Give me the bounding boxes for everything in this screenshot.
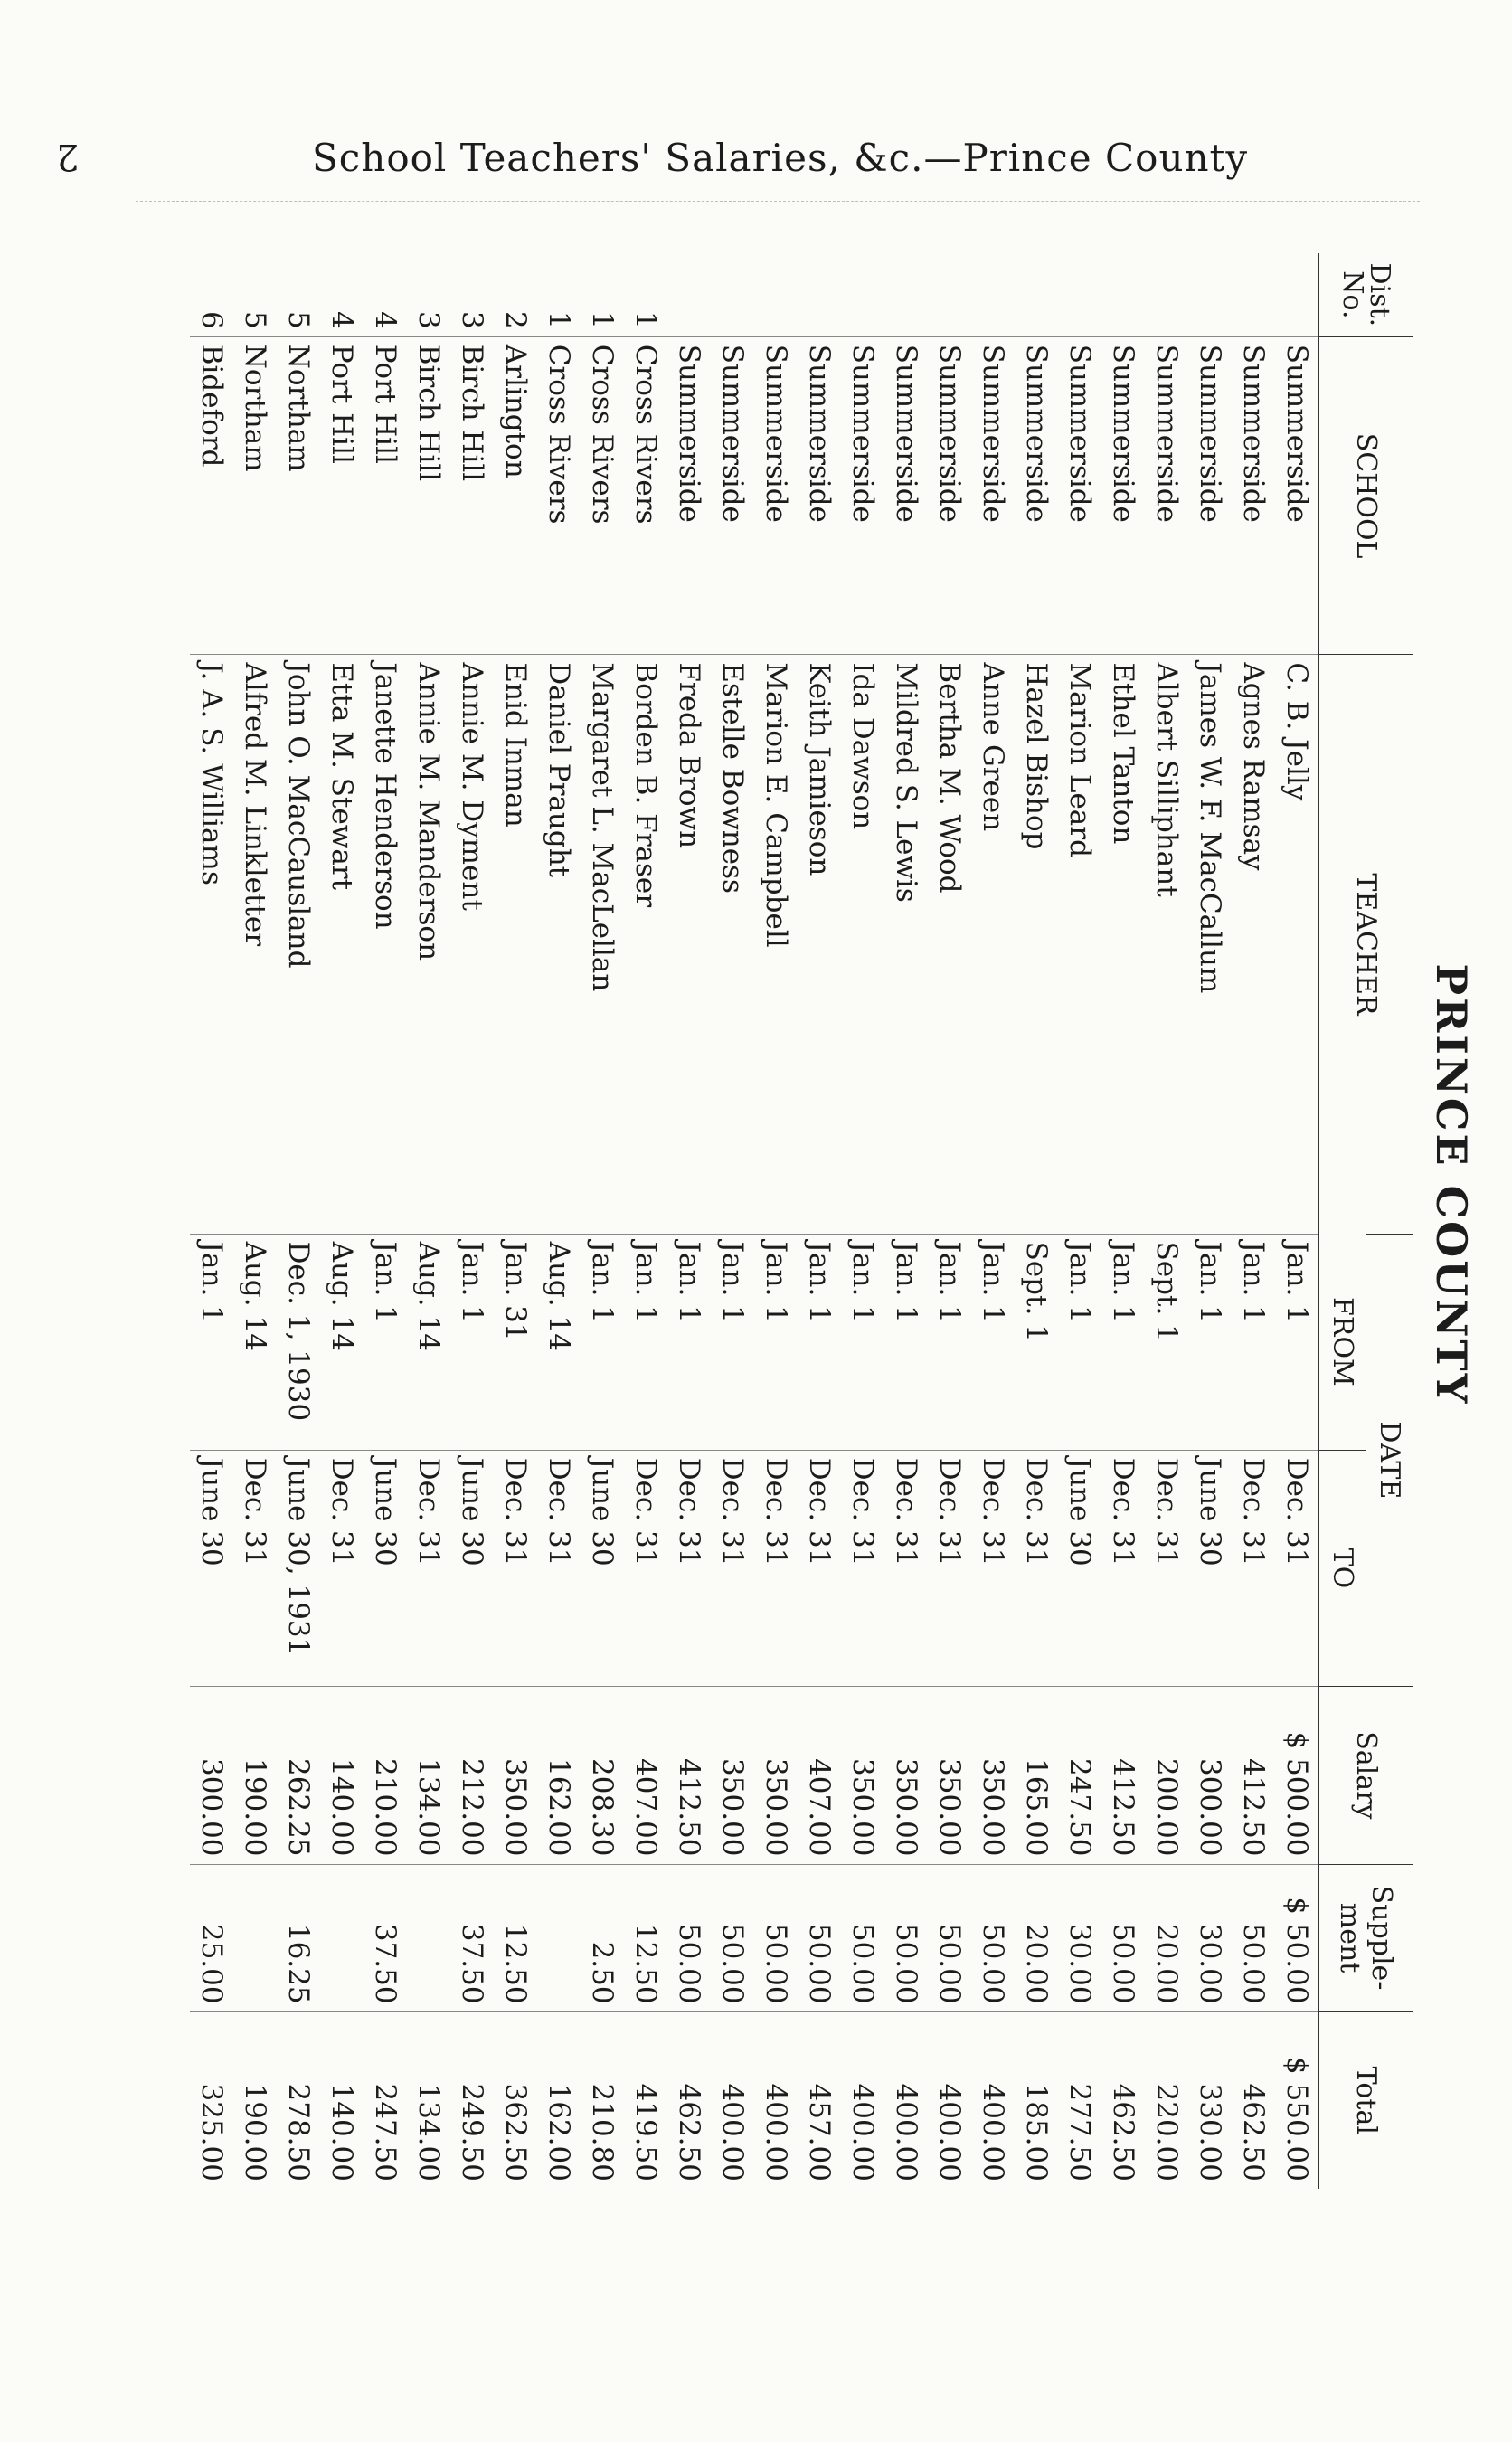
cell-school: Summerside bbox=[1275, 336, 1319, 655]
cell-supplement: 50.00 bbox=[667, 1864, 711, 2011]
cell-teacher: Estelle Bowness bbox=[711, 655, 754, 1234]
cell-salary: 300.00 bbox=[1188, 1687, 1232, 1864]
cell-date-from: Sept. 1 bbox=[1015, 1234, 1058, 1450]
cell-school: Summerside bbox=[1145, 336, 1188, 655]
table-row bbox=[841, 253, 884, 2189]
cell-dist-no bbox=[1101, 253, 1145, 336]
cell-teacher: Ethel Tanton bbox=[1101, 655, 1145, 1234]
cell-date-to: Dec. 31 bbox=[1101, 1450, 1145, 1686]
cell-total: 400.00 bbox=[971, 2011, 1015, 2189]
cell-teacher: C. B. Jelly bbox=[1275, 655, 1319, 1234]
cell-date-to: Dec. 31 bbox=[624, 1450, 667, 1686]
table-row bbox=[884, 253, 928, 2189]
table-row bbox=[754, 253, 798, 2189]
cell-total: 220.00 bbox=[1145, 2011, 1188, 2189]
cell-dist-no bbox=[841, 253, 884, 336]
cell-date-from: Jan. 1 bbox=[364, 1234, 407, 1450]
cell-date-from: Jan. 31 bbox=[494, 1234, 537, 1450]
cell-date-from: Jan. 1 bbox=[1101, 1234, 1145, 1450]
cell-supplement bbox=[407, 1864, 450, 2011]
header-supplement: Supple-ment bbox=[1319, 1864, 1413, 2011]
cell-teacher: Alfred M. Linkletter bbox=[233, 655, 277, 1234]
table-row bbox=[667, 253, 711, 2189]
table-row bbox=[1015, 253, 1058, 2189]
cell-teacher: Daniel Praught bbox=[537, 655, 581, 1234]
cell-teacher: James W. F. MacCallum bbox=[1188, 655, 1232, 1234]
table-row bbox=[928, 253, 971, 2189]
cell-salary: 165.00 bbox=[1015, 1687, 1058, 1864]
cell-supplement: 37.50 bbox=[364, 1864, 407, 2011]
cell-teacher: Anne Green bbox=[971, 655, 1015, 1234]
cell-school: Summerside bbox=[1015, 336, 1058, 655]
cell-dist-no: 5 bbox=[239, 311, 271, 329]
table-row bbox=[190, 253, 233, 2189]
cell-total: 400.00 bbox=[841, 2011, 884, 2189]
cell-dist-no bbox=[884, 253, 928, 336]
cell-salary: 412.50 bbox=[667, 1687, 711, 1864]
cell-date-to: Dec. 31 bbox=[320, 1450, 364, 1686]
salaries-table bbox=[190, 253, 1413, 2189]
cell-date-from: Jan. 1 bbox=[1188, 1234, 1232, 1450]
cell-teacher: Ida Dawson bbox=[841, 655, 884, 1234]
cell-supplement: 50.00 bbox=[754, 1864, 798, 2011]
table-row bbox=[364, 253, 407, 2189]
cell-school: Birch Hill bbox=[450, 336, 494, 655]
cell-supplement bbox=[233, 1864, 277, 2011]
cell-total: 162.00 bbox=[537, 2011, 581, 2189]
cell-supplement: 12.50 bbox=[624, 1864, 667, 2011]
cell-school: Summerside bbox=[1188, 336, 1232, 655]
running-head-rule bbox=[136, 201, 1420, 202]
cell-date-to: Dec. 31 bbox=[233, 1450, 277, 1686]
cell-supplement: 50.00 bbox=[798, 1864, 841, 2011]
cell-total: 462.50 bbox=[1101, 2011, 1145, 2189]
cell-supplement: 16.25 bbox=[277, 1864, 320, 2011]
cell-supplement: 20.00 bbox=[1015, 1864, 1058, 2011]
table-row bbox=[320, 253, 364, 2189]
cell-supplement: 50.00 bbox=[928, 1864, 971, 2011]
cell-supplement: 50.00 bbox=[971, 1864, 1015, 2011]
cell-date-to: June 30 bbox=[364, 1450, 407, 1686]
cell-school: Summerside bbox=[928, 336, 971, 655]
table-row bbox=[624, 253, 667, 2189]
cell-salary: 200.00 bbox=[1145, 1687, 1188, 1864]
cell-total: 362.50 bbox=[494, 2011, 537, 2189]
cell-teacher: Freda Brown bbox=[667, 655, 711, 1234]
cell-date-from: Jan. 1 bbox=[450, 1234, 494, 1450]
cell-date-to: June 30 bbox=[1058, 1450, 1101, 1686]
cell-school: Port Hill bbox=[320, 336, 364, 655]
table-row bbox=[1232, 253, 1275, 2189]
cell-dist-no: 1 bbox=[586, 311, 619, 329]
cell-school: Port Hill bbox=[364, 336, 407, 655]
cell-school: Bideford bbox=[190, 336, 233, 655]
cell-date-to: Dec. 31 bbox=[754, 1450, 798, 1686]
cell-date-to: Dec. 31 bbox=[407, 1450, 450, 1686]
cell-school: Summerside bbox=[884, 336, 928, 655]
cell-supplement: 30.00 bbox=[1058, 1864, 1101, 2011]
cell-date-to: Dec. 31 bbox=[1275, 1450, 1319, 1686]
cell-dist-no bbox=[1188, 253, 1232, 336]
cell-dist-no: 1 bbox=[543, 311, 575, 329]
cell-teacher: Marion Leard bbox=[1058, 655, 1101, 1234]
cell-teacher: John O. MacCausland bbox=[277, 655, 320, 1234]
cell-supplement: 30.00 bbox=[1188, 1864, 1232, 2011]
cell-total: 278.50 bbox=[277, 2011, 320, 2189]
cell-teacher: Keith Jamieson bbox=[798, 655, 841, 1234]
cell-salary: 350.00 bbox=[754, 1687, 798, 1864]
cell-total: 140.00 bbox=[320, 2011, 364, 2189]
cell-total: 400.00 bbox=[884, 2011, 928, 2189]
cell-dist-no: 6 bbox=[195, 311, 228, 329]
cell-school: Summerside bbox=[1058, 336, 1101, 655]
cell-supplement: 50.00 bbox=[841, 1864, 884, 2011]
cell-dist-no bbox=[928, 253, 971, 336]
cell-salary: 300.00 bbox=[190, 1687, 233, 1864]
cell-supplement: 25.00 bbox=[190, 1864, 233, 2011]
cell-date-from: Jan. 1 bbox=[1275, 1234, 1319, 1450]
cell-date-from: Jan. 1 bbox=[884, 1234, 928, 1450]
cell-total: 325.00 bbox=[190, 2011, 233, 2189]
cell-salary: 162.00 bbox=[537, 1687, 581, 1864]
table-body bbox=[190, 253, 1319, 2189]
cell-date-from: Jan. 1 bbox=[1232, 1234, 1275, 1450]
cell-salary: 208.30 bbox=[581, 1687, 624, 1864]
cell-dist-no: 3 bbox=[456, 311, 488, 329]
cell-school: Summerside bbox=[841, 336, 884, 655]
cell-dist-no bbox=[711, 253, 754, 336]
cell-salary: 350.00 bbox=[841, 1687, 884, 1864]
cell-date-to: Dec. 31 bbox=[667, 1450, 711, 1686]
county-title: PRINCE COUNTY bbox=[1427, 963, 1476, 1406]
cell-date-from: Jan. 1 bbox=[624, 1234, 667, 1450]
cell-date-to: Dec. 31 bbox=[841, 1450, 884, 1686]
cell-school: Summerside bbox=[1101, 336, 1145, 655]
header-dist-no: Dist. No. bbox=[1319, 253, 1413, 336]
cell-school: Summerside bbox=[798, 336, 841, 655]
cell-dist-no: 1 bbox=[629, 311, 662, 329]
cell-date-to: Dec. 31 bbox=[494, 1450, 537, 1686]
cell-date-from: Jan. 1 bbox=[798, 1234, 841, 1450]
cell-supplement: 50.00 bbox=[884, 1864, 928, 2011]
cell-date-from: Jan. 1 bbox=[581, 1234, 624, 1450]
cell-school: Summerside bbox=[711, 336, 754, 655]
cell-school: Summerside bbox=[667, 336, 711, 655]
table-row bbox=[407, 253, 450, 2189]
cell-total: $ 550.00 bbox=[1275, 2011, 1319, 2189]
cell-date-to: Dec. 31 bbox=[537, 1450, 581, 1686]
cell-supplement bbox=[537, 1864, 581, 2011]
cell-salary: 350.00 bbox=[494, 1687, 537, 1864]
table-row bbox=[450, 253, 494, 2189]
header-to: TO bbox=[1319, 1450, 1366, 1686]
cell-date-from: Dec. 1, 1930 bbox=[277, 1234, 320, 1450]
table-row bbox=[798, 253, 841, 2189]
cell-date-from: Jan. 1 bbox=[971, 1234, 1015, 1450]
cell-teacher: Etta M. Stewart bbox=[320, 655, 364, 1234]
cell-teacher: Annie M. Manderson bbox=[407, 655, 450, 1234]
running-head bbox=[0, 136, 1512, 190]
cell-teacher: Bertha M. Wood bbox=[928, 655, 971, 1234]
cell-supplement: 2.50 bbox=[581, 1864, 624, 2011]
cell-dist-no bbox=[754, 253, 798, 336]
cell-date-from: Aug. 14 bbox=[537, 1234, 581, 1450]
cell-dist-no bbox=[667, 253, 711, 336]
cell-date-from: Jan. 1 bbox=[754, 1234, 798, 1450]
cell-salary: 350.00 bbox=[884, 1687, 928, 1864]
cell-date-from: Sept. 1 bbox=[1145, 1234, 1188, 1450]
cell-date-from: Jan. 1 bbox=[667, 1234, 711, 1450]
cell-teacher: Enid Inman bbox=[494, 655, 537, 1234]
cell-date-to: June 30 bbox=[450, 1450, 494, 1686]
cell-date-to: Dec. 31 bbox=[1145, 1450, 1188, 1686]
cell-salary: 350.00 bbox=[928, 1687, 971, 1864]
header-row bbox=[1366, 253, 1413, 2189]
cell-salary: 412.50 bbox=[1232, 1687, 1275, 1864]
cell-school: Summerside bbox=[754, 336, 798, 655]
cell-salary: 247.50 bbox=[1058, 1687, 1101, 1864]
cell-school: Northam bbox=[277, 336, 320, 655]
cell-date-from: Jan. 1 bbox=[190, 1234, 233, 1450]
cell-date-to: June 30 bbox=[581, 1450, 624, 1686]
cell-total: 185.00 bbox=[1015, 2011, 1058, 2189]
cell-teacher: Marion E. Campbell bbox=[754, 655, 798, 1234]
table-row bbox=[537, 253, 581, 2189]
cell-teacher: Agnes Ramsay bbox=[1232, 655, 1275, 1234]
cell-date-from: Jan. 1 bbox=[711, 1234, 754, 1450]
cell-salary: 190.00 bbox=[233, 1687, 277, 1864]
cell-date-to: June 30 bbox=[190, 1450, 233, 1686]
cell-salary: 140.00 bbox=[320, 1687, 364, 1864]
cell-total: 277.50 bbox=[1058, 2011, 1101, 2189]
cell-dist-no: 5 bbox=[282, 311, 315, 329]
table-row bbox=[1145, 253, 1188, 2189]
cell-school: Cross Rivers bbox=[581, 336, 624, 655]
cell-supplement: 20.00 bbox=[1145, 1864, 1188, 2011]
cell-total: 190.00 bbox=[233, 2011, 277, 2189]
cell-date-to: Dec. 31 bbox=[798, 1450, 841, 1686]
cell-salary: 350.00 bbox=[711, 1687, 754, 1864]
cell-school: Summerside bbox=[971, 336, 1015, 655]
cell-date-from: Aug. 14 bbox=[320, 1234, 364, 1450]
cell-teacher: Borden B. Fraser bbox=[624, 655, 667, 1234]
cell-teacher: Margaret L. MacLellan bbox=[581, 655, 624, 1234]
cell-teacher: Hazel Bishop bbox=[1015, 655, 1058, 1234]
cell-dist-no bbox=[798, 253, 841, 336]
cell-date-to: Dec. 31 bbox=[884, 1450, 928, 1686]
page-number: 2 bbox=[56, 136, 80, 177]
cell-date-from: Aug. 14 bbox=[233, 1234, 277, 1450]
cell-date-to: Dec. 31 bbox=[1232, 1450, 1275, 1686]
table-row bbox=[1275, 253, 1319, 2189]
cell-dist-no: 2 bbox=[499, 311, 532, 329]
header-teacher: TEACHER bbox=[1319, 655, 1413, 1234]
cell-date-from: Aug. 14 bbox=[407, 1234, 450, 1450]
cell-dist-no bbox=[1058, 253, 1101, 336]
cell-salary: 350.00 bbox=[971, 1687, 1015, 1864]
cell-salary: $ 500.00 bbox=[1275, 1687, 1319, 1864]
table-row bbox=[971, 253, 1015, 2189]
header-school: SCHOOL bbox=[1319, 336, 1413, 655]
cell-date-to: Dec. 31 bbox=[1015, 1450, 1058, 1686]
cell-total: 400.00 bbox=[928, 2011, 971, 2189]
cell-teacher: Janette Henderson bbox=[364, 655, 407, 1234]
cell-dist-no: 3 bbox=[412, 311, 445, 329]
cell-date-to: June 30 bbox=[1188, 1450, 1232, 1686]
cell-dist-no: 4 bbox=[369, 311, 402, 329]
cell-dist-no: 4 bbox=[326, 311, 358, 329]
cell-date-to: Dec. 31 bbox=[971, 1450, 1015, 1686]
cell-date-from: Jan. 1 bbox=[841, 1234, 884, 1450]
cell-dist-no bbox=[971, 253, 1015, 336]
cell-supplement: $ 50.00 bbox=[1275, 1864, 1319, 2011]
table-row bbox=[1101, 253, 1145, 2189]
cell-salary: 210.00 bbox=[364, 1687, 407, 1864]
header-from: FROM bbox=[1319, 1234, 1366, 1450]
cell-total: 134.00 bbox=[407, 2011, 450, 2189]
cell-supplement: 12.50 bbox=[494, 1864, 537, 2011]
cell-school: Birch Hill bbox=[407, 336, 450, 655]
cell-salary: 212.00 bbox=[450, 1687, 494, 1864]
cell-total: 400.00 bbox=[754, 2011, 798, 2189]
cell-date-from: Jan. 1 bbox=[1058, 1234, 1101, 1450]
cell-total: 400.00 bbox=[711, 2011, 754, 2189]
cell-total: 330.00 bbox=[1188, 2011, 1232, 2189]
table-row bbox=[233, 253, 277, 2189]
cell-date-from: Jan. 1 bbox=[928, 1234, 971, 1450]
cell-salary: 412.50 bbox=[1101, 1687, 1145, 1864]
cell-supplement: 50.00 bbox=[1232, 1864, 1275, 2011]
cell-school: Arlington bbox=[494, 336, 537, 655]
cell-teacher: Albert Silliphant bbox=[1145, 655, 1188, 1234]
table-row bbox=[1058, 253, 1101, 2189]
cell-dist-no bbox=[1015, 253, 1058, 336]
table-row bbox=[711, 253, 754, 2189]
cell-school: Summerside bbox=[1232, 336, 1275, 655]
cell-salary: 407.00 bbox=[624, 1687, 667, 1864]
cell-date-to: June 30, 1931 bbox=[277, 1450, 320, 1686]
table-row bbox=[494, 253, 537, 2189]
cell-date-to: Dec. 31 bbox=[711, 1450, 754, 1686]
cell-supplement: 50.00 bbox=[711, 1864, 754, 2011]
cell-supplement: 37.50 bbox=[450, 1864, 494, 2011]
cell-dist-no bbox=[1145, 253, 1188, 336]
cell-supplement: 50.00 bbox=[1101, 1864, 1145, 2011]
cell-total: 462.50 bbox=[1232, 2011, 1275, 2189]
header-date: DATE bbox=[1366, 1234, 1413, 1687]
cell-total: 457.00 bbox=[798, 2011, 841, 2189]
cell-teacher: J. A. S. Williams bbox=[190, 655, 233, 1234]
cell-school: Cross Rivers bbox=[537, 336, 581, 655]
table-row bbox=[277, 253, 320, 2189]
rotated-table-page bbox=[174, 235, 1512, 2388]
cell-total: 462.50 bbox=[667, 2011, 711, 2189]
cell-total: 210.80 bbox=[581, 2011, 624, 2189]
cell-school: Northam bbox=[233, 336, 277, 655]
cell-teacher: Mildred S. Lewis bbox=[884, 655, 928, 1234]
cell-date-to: Dec. 31 bbox=[928, 1450, 971, 1686]
cell-teacher: Annie M. Dyment bbox=[450, 655, 494, 1234]
cell-dist-no bbox=[1232, 253, 1275, 336]
running-head-title: School Teachers' Salaries, &c.—Prince County bbox=[312, 136, 1249, 180]
table-row bbox=[581, 253, 624, 2189]
table-row bbox=[1188, 253, 1232, 2189]
cell-salary: 407.00 bbox=[798, 1687, 841, 1864]
cell-total: 419.50 bbox=[624, 2011, 667, 2189]
cell-supplement bbox=[320, 1864, 364, 2011]
cell-salary: 134.00 bbox=[407, 1687, 450, 1864]
cell-total: 247.50 bbox=[364, 2011, 407, 2189]
cell-total: 249.50 bbox=[450, 2011, 494, 2189]
cell-school: Cross Rivers bbox=[624, 336, 667, 655]
header-salary: Salary bbox=[1319, 1687, 1413, 1864]
cell-dist-no bbox=[1275, 253, 1319, 336]
cell-salary: 262.25 bbox=[277, 1687, 320, 1864]
header-total: Total bbox=[1319, 2011, 1413, 2189]
